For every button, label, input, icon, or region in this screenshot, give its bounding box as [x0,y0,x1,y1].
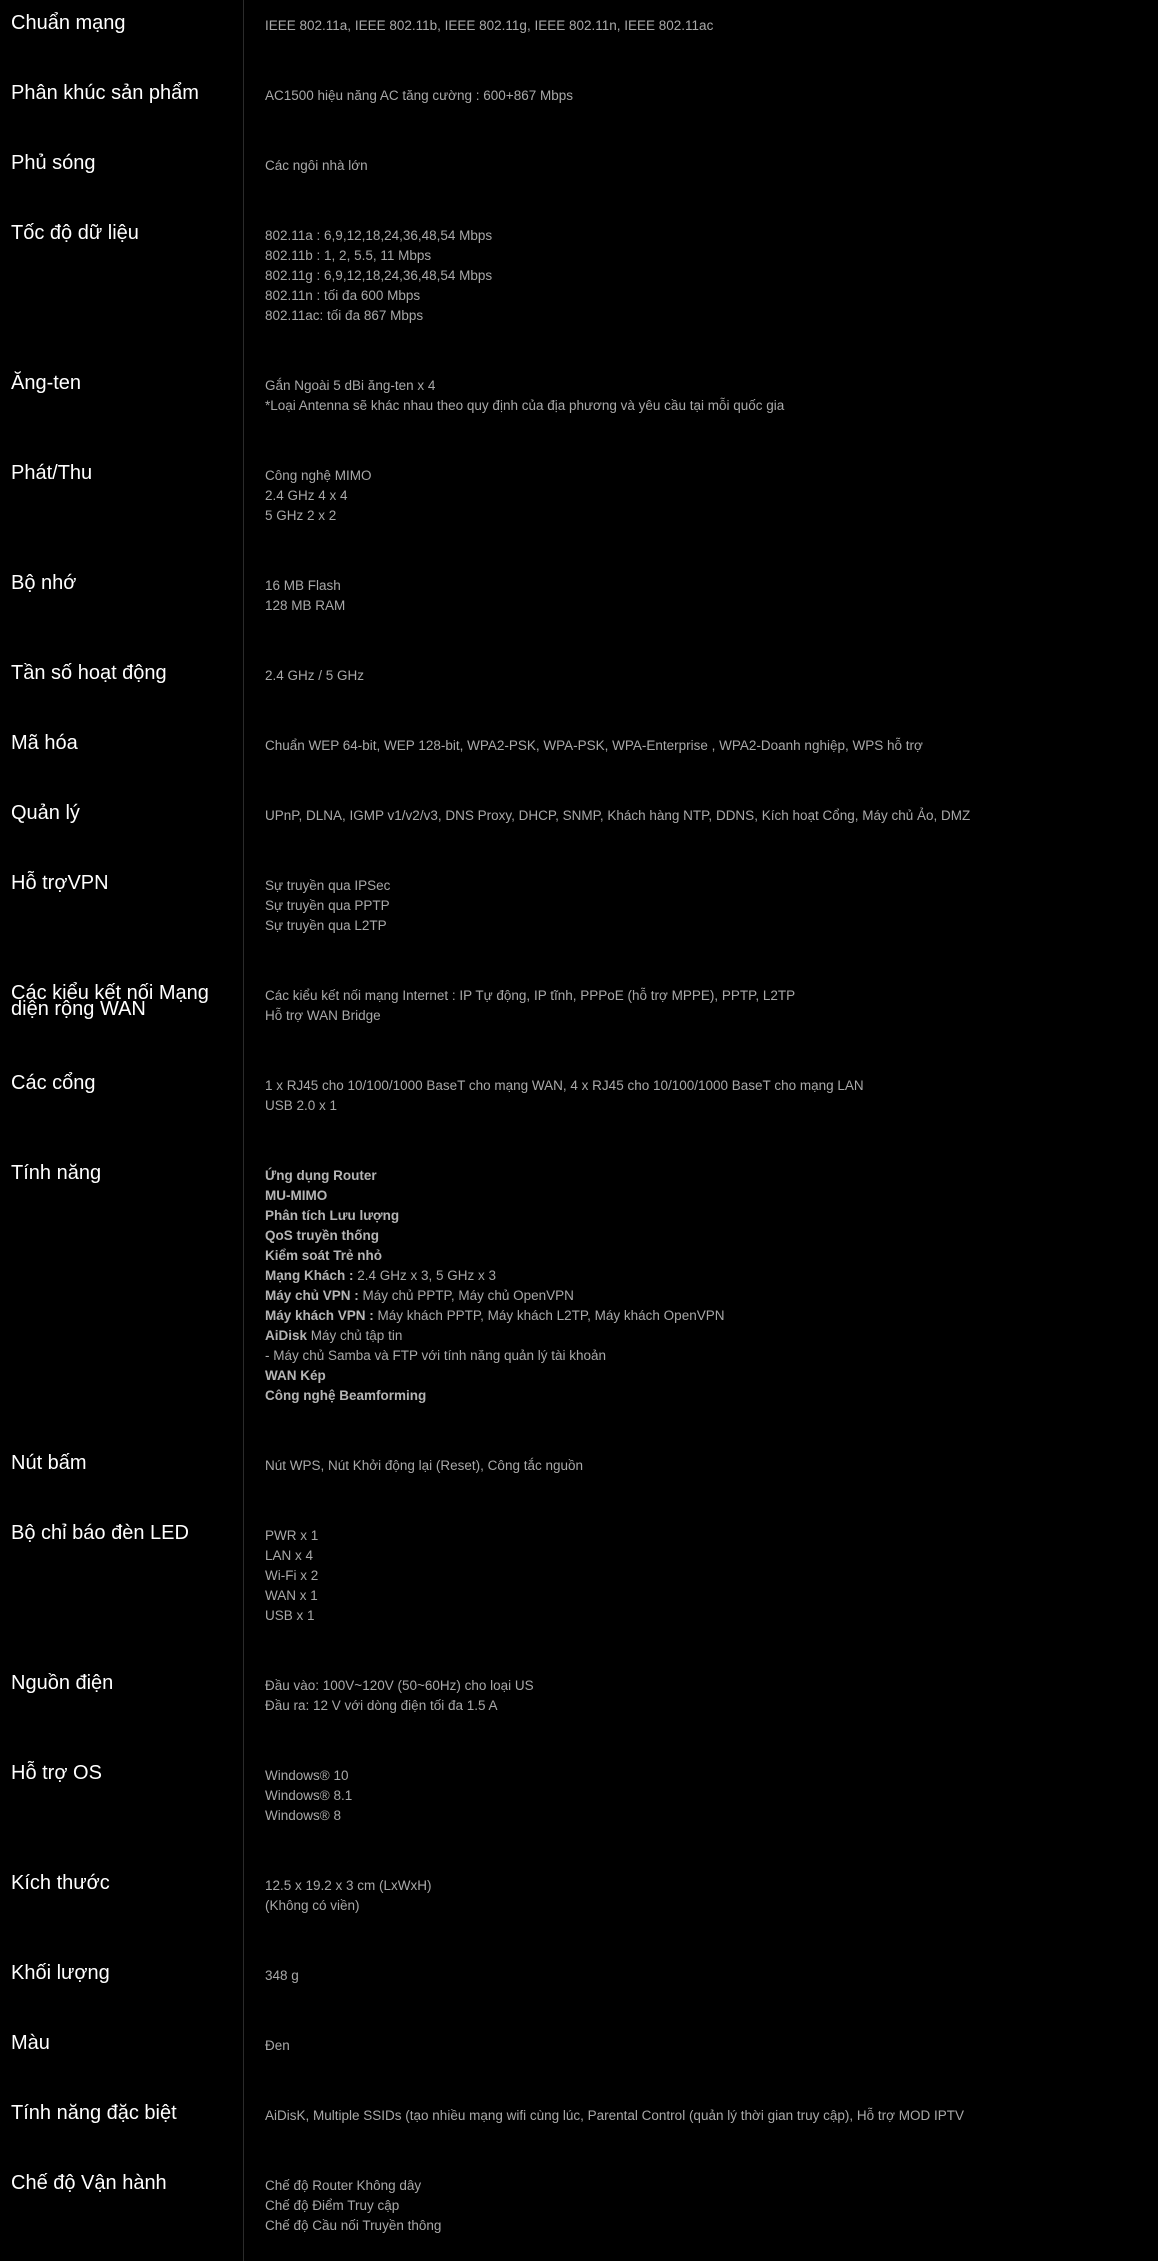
spec-value-line [265,226,1145,246]
spec-value-text: IEEE 802.11a, IEEE 802.11b, IEEE 802.11g, IEEE 802.11n, IEEE 802.11ac [265,18,714,33]
spec-value-text: Máy chủ PPTP, Máy chủ OpenVPN [358,1288,574,1303]
column-divider [243,0,244,2261]
spec-value-line [265,1226,1145,1246]
spec-value-text: Máy chủ tập tin [307,1328,403,1343]
spec-value-text: Đầu ra: 12 V với dòng điện tối đa 1.5 A [265,1698,498,1713]
spec-value [265,806,1145,826]
spec-value [265,666,1145,686]
spec-value-line [265,1166,1145,1186]
spec-value [265,1876,1145,1916]
spec-value-line [265,596,1145,616]
spec-value-line [265,806,1145,826]
spec-value-line [265,2216,1145,2236]
spec-value-text: Đầu vào: 100V~120V (50~60Hz) cho loại US [265,1678,534,1693]
spec-value-line [265,1206,1145,1226]
spec-value-text: 802.11ac: tối đa 867 Mbps [265,308,424,323]
spec-value-text: Máy khách PPTP, Máy khách L2TP, Máy khách OpenVPN [373,1308,725,1323]
spec-label: Kích thước [11,1872,110,1894]
spec-value [265,2036,1145,2056]
spec-value [265,1526,1145,1626]
spec-value [265,876,1145,936]
spec-value [265,1966,1145,1986]
spec-value-line [265,736,1145,756]
spec-value-line [265,16,1145,36]
spec-label: Nguồn điện [11,1672,114,1694]
spec-value-line [265,246,1145,266]
spec-value-line [265,1326,1145,1346]
spec-value [265,576,1145,616]
spec-value-text: Chế độ Router Không dây [265,2178,422,2193]
spec-value-line [265,2036,1145,2056]
spec-value-bold: Kiểm soát Trẻ nhỏ [265,1248,383,1263]
spec-label: Màu [11,2032,50,2054]
spec-label: Tần số hoạt động [11,662,167,684]
spec-value-line [265,286,1145,306]
spec-value-text: Sự truyền qua IPSec [265,878,391,893]
spec-value [265,156,1145,176]
spec-value [265,1166,1145,1406]
spec-value-text: 2.4 GHz / 5 GHz [265,668,365,683]
spec-label: Hỗ trợ OS [11,1762,102,1784]
spec-value-line [265,1676,1145,1696]
spec-label [11,982,236,1020]
spec-label: Phủ sóng [11,152,96,174]
spec-value-line [265,156,1145,176]
spec-value-text: 802.11b : 1, 2, 5.5, 11 Mbps [265,248,432,263]
spec-value-line [265,2196,1145,2216]
spec-value-line [265,486,1145,506]
spec-value-line [265,2106,1145,2126]
spec-value [265,2176,1145,2236]
spec-value-text: Chế độ Điểm Truy cập [265,2198,400,2213]
spec-label: Bộ chỉ báo đèn LED [11,1522,189,1544]
spec-value [265,1676,1145,1716]
spec-value-text: Chuẩn WEP 64-bit, WEP 128-bit, WPA2-PSK, WPA-PSK, WPA-Enterprise , WPA2-Doanh nghiệp, WPS hỗ trợ [265,738,923,753]
spec-value-text: PWR x 1 [265,1528,319,1543]
spec-value-text: Windows® 8 [265,1808,341,1823]
spec-label: Tốc độ dữ liệu [11,222,139,244]
spec-value-text: (Không có viền) [265,1898,360,1913]
spec-value-bold: WAN Kép [265,1368,326,1383]
spec-value-text: 348 g [265,1968,299,1983]
spec-value-text: 2.4 GHz x 3, 5 GHz x 3 [353,1268,497,1283]
spec-value [265,736,1145,756]
spec-value-text: Windows® 10 [265,1768,349,1783]
spec-label: Khối lượng [11,1962,110,1984]
spec-value-line [265,576,1145,596]
spec-value-line [265,1076,1145,1096]
spec-label: Các cổng [11,1072,96,1094]
spec-value-line [265,1786,1145,1806]
spec-value-line [265,666,1145,686]
spec-value-line [265,1806,1145,1826]
spec-label: Phân khúc sản phẩm [11,82,199,104]
spec-value [265,1766,1145,1826]
spec-label: Ăng-ten [11,372,82,394]
spec-value [265,466,1145,526]
spec-value-line [265,1766,1145,1786]
spec-value-bold: Máy khách VPN : [265,1308,374,1323]
spec-value-text: Wi-Fi x 2 [265,1568,319,1583]
spec-value-text: 2.4 GHz 4 x 4 [265,488,348,503]
spec-value-line [265,1696,1145,1716]
spec-value-text: Công nghệ MIMO [265,468,372,483]
spec-value-line [265,1586,1145,1606]
spec-value-text: WAN x 1 [265,1588,318,1603]
spec-value-line [265,1096,1145,1116]
spec-value-line [265,1456,1145,1476]
spec-value-text: 802.11n : tối đa 600 Mbps [265,288,421,303]
spec-value-text: 802.11a : 6,9,12,18,24,36,48,54 Mbps [265,228,493,243]
spec-value-text: 12.5 x 19.2 x 3 cm (LxWxH) [265,1878,432,1893]
spec-value-line [265,1366,1145,1386]
spec-value-line [265,1896,1145,1916]
spec-value-line [265,376,1145,396]
spec-label: Chế độ Vận hành [11,2172,167,2194]
spec-value-text: Windows® 8.1 [265,1788,353,1803]
spec-value-bold: Máy chủ VPN : [265,1288,359,1303]
spec-value-text: UPnP, DLNA, IGMP v1/v2/v3, DNS Proxy, DHCP, SNMP, Khách hàng NTP, DDNS, Kích hoạt Cổng, Máy chủ Ảo, DMZ [265,808,971,823]
spec-label-line: diện rộng WAN [11,998,146,1020]
spec-value [265,376,1145,416]
spec-value-line [265,2176,1145,2196]
spec-value-line [265,986,1145,1006]
spec-value-line [265,1606,1145,1626]
spec-value [265,86,1145,106]
spec-label: Chuẩn mạng [11,12,126,34]
spec-value-text: *Loại Antenna sẽ khác nhau theo quy định của địa phương và yêu cầu tại mỗi quốc gia [265,398,785,413]
spec-label: Phát/Thu [11,462,93,484]
spec-value-bold: MU-MIMO [265,1188,328,1203]
spec-value [265,2106,1145,2126]
spec-value-bold: Mạng Khách : [265,1268,354,1283]
spec-label: Tính năng [11,1162,102,1184]
spec-value-line [265,1186,1145,1206]
spec-value-line [265,306,1145,326]
spec-value-text: Đen [265,2038,290,2053]
spec-value-text: Các kiểu kết nối mạng Internet : IP Tự động, IP tĩnh, PPPoE (hỗ trợ MPPE), PPTP, L2TP [265,988,796,1003]
spec-value [265,986,1145,1026]
spec-value-line [265,896,1145,916]
spec-value-line [265,916,1145,936]
spec-value-text: AiDisK, Multiple SSIDs (tạo nhiều mạng wifi cùng lúc, Parental Control (quản lý thời gian truy cập), Hỗ trợ MOD IPTV [265,2108,964,2123]
spec-value-bold: QoS truyền thống [265,1228,379,1243]
spec-value [265,1076,1145,1116]
spec-value-line [265,1286,1145,1306]
spec-value-line [265,1346,1145,1366]
spec-value-text: 802.11g : 6,9,12,18,24,36,48,54 Mbps [265,268,493,283]
spec-value-text: - Máy chủ Samba và FTP với tính năng quản lý tài khoản [265,1348,607,1363]
spec-value-text: Các ngôi nhà lớn [265,158,368,173]
spec-value-line [265,876,1145,896]
spec-value-text: USB 2.0 x 1 [265,1098,338,1113]
spec-value-line [265,1526,1145,1546]
spec-label-line: Các kiểu kết nối Mạng [11,982,209,1004]
spec-value-line [265,1386,1145,1406]
spec-value-line [265,1306,1145,1326]
spec-value-line [265,1876,1145,1896]
spec-value-line [265,86,1145,106]
spec-value-line [265,1006,1145,1026]
spec-value-text: Gắn Ngoài 5 dBi ăng-ten x 4 [265,378,436,393]
spec-value-text: 16 MB Flash [265,578,341,593]
spec-value-line [265,266,1145,286]
spec-value-bold: AiDisk [265,1328,308,1343]
spec-value-bold: Công nghệ Beamforming [265,1388,427,1403]
spec-value-text: Chế độ Cầu nối Truyền thông [265,2218,442,2233]
spec-label: Mã hóa [11,732,78,754]
spec-value-text: Sự truyền qua PPTP [265,898,390,913]
spec-value-bold: Phân tích Lưu lượng [265,1208,400,1223]
spec-value-line [265,1966,1145,1986]
spec-value-line [265,1266,1145,1286]
spec-value-line [265,1546,1145,1566]
spec-value-line [265,1566,1145,1586]
spec-value-text: Nút WPS, Nút Khởi động lại (Reset), Công tắc nguồn [265,1458,584,1473]
spec-value-text: 1 x RJ45 cho 10/100/1000 BaseT cho mạng WAN, 4 x RJ45 cho 10/100/1000 BaseT cho mạng LAN [265,1078,864,1093]
spec-value-line [265,466,1145,486]
spec-value-line [265,506,1145,526]
spec-value [265,16,1145,36]
spec-value-line [265,396,1145,416]
spec-value [265,226,1145,326]
spec-value-text: LAN x 4 [265,1548,314,1563]
spec-value-text: Hỗ trợ WAN Bridge [265,1008,381,1023]
spec-value-text: 128 MB RAM [265,598,346,613]
spec-value-line [265,1246,1145,1266]
spec-value-text: AC1500 hiệu năng AC tăng cường : 600+867 Mbps [265,88,573,103]
spec-label: Hỗ trợVPN [11,872,109,894]
spec-value-bold: Ứng dụng Router [265,1168,377,1183]
spec-value-text: Sự truyền qua L2TP [265,918,387,933]
spec-value-text: 5 GHz 2 x 2 [265,508,337,523]
spec-value [265,1456,1145,1476]
spec-label: Quản lý [11,802,80,824]
spec-value-text: USB x 1 [265,1608,315,1623]
spec-label: Nút bấm [11,1452,87,1474]
spec-label: Bộ nhớ [11,572,77,594]
spec-label: Tính năng đặc biệt [11,2102,177,2124]
